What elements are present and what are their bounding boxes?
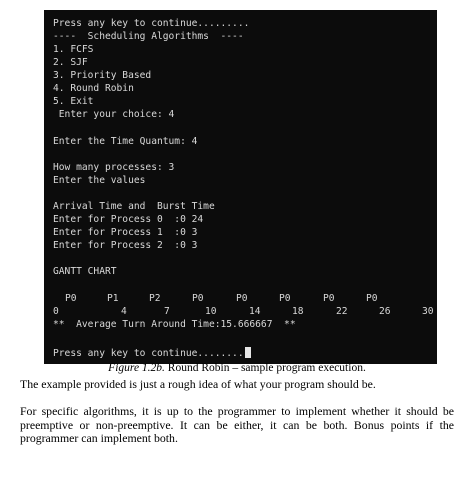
terminal-line: Arrival Time and Burst Time — [53, 201, 215, 212]
terminal-line: 2. SJF — [53, 57, 88, 68]
terminal-window — [44, 10, 437, 364]
gantt-time-label: 7 — [164, 306, 170, 317]
gantt-time-label: 10 — [205, 306, 217, 317]
gantt-process-label: P0 — [236, 293, 248, 304]
average-turnaround-line: ** Average Turn Around Time:15.666667 ** — [53, 319, 296, 330]
figure-caption — [0, 362, 474, 374]
gantt-process-label: P0 — [323, 293, 335, 304]
gantt-time-label: 30 — [422, 306, 434, 317]
continue-prompt — [53, 347, 251, 360]
terminal-line: 5. Exit — [53, 96, 94, 107]
terminal-line: Enter your choice: 4 — [53, 109, 175, 120]
terminal-line: Enter the values — [53, 175, 146, 186]
gantt-time-label: 0 — [53, 306, 59, 317]
gantt-process-label: P0 — [192, 293, 204, 304]
terminal-line: Enter for Process 2 :0 3 — [53, 240, 198, 251]
terminal-line: Press any key to continue......... — [53, 18, 250, 29]
cursor-icon — [245, 347, 251, 358]
body-paragraph: The example provided is just a rough idea of what your program should be. — [20, 377, 376, 391]
terminal-line: ---- Scheduling Algorithms ---- — [53, 31, 244, 42]
gantt-time-label: 18 — [292, 306, 304, 317]
terminal-line: How many processes: 3 — [53, 162, 175, 173]
terminal-line: Enter for Process 1 :0 3 — [53, 227, 198, 238]
gantt-process-label: P0 — [366, 293, 378, 304]
terminal-line: 3. Priority Based — [53, 70, 152, 81]
figure-label: Figure 1.2b. — [108, 362, 165, 374]
gantt-process-label: P0 — [279, 293, 291, 304]
terminal-line: Enter for Process 0 :0 24 — [53, 214, 204, 225]
terminal-line: 1. FCFS — [53, 44, 94, 55]
gantt-process-label: P0 — [65, 293, 77, 304]
gantt-time-label: 4 — [121, 306, 127, 317]
gantt-time-label: 26 — [379, 306, 391, 317]
figure-caption-text: Round Robin – sample program execution. — [164, 362, 366, 374]
gantt-time-label: 14 — [249, 306, 261, 317]
gantt-process-label: P1 — [107, 293, 119, 304]
continue-prompt-text: Press any key to continue........ — [53, 348, 244, 359]
gantt-time-label: 22 — [336, 306, 348, 317]
terminal-line: Enter the Time Quantum: 4 — [53, 136, 198, 147]
gantt-process-label: P2 — [149, 293, 161, 304]
terminal-line: GANTT CHART — [53, 266, 117, 277]
body-paragraph: For specific algorithms, it is up to the programmer to implement whether it should be preemptive or non-preemptive. It can be either, it can be both. Bonus points if the programmer can implement both. — [20, 404, 454, 446]
terminal-line: 4. Round Robin — [53, 83, 134, 94]
